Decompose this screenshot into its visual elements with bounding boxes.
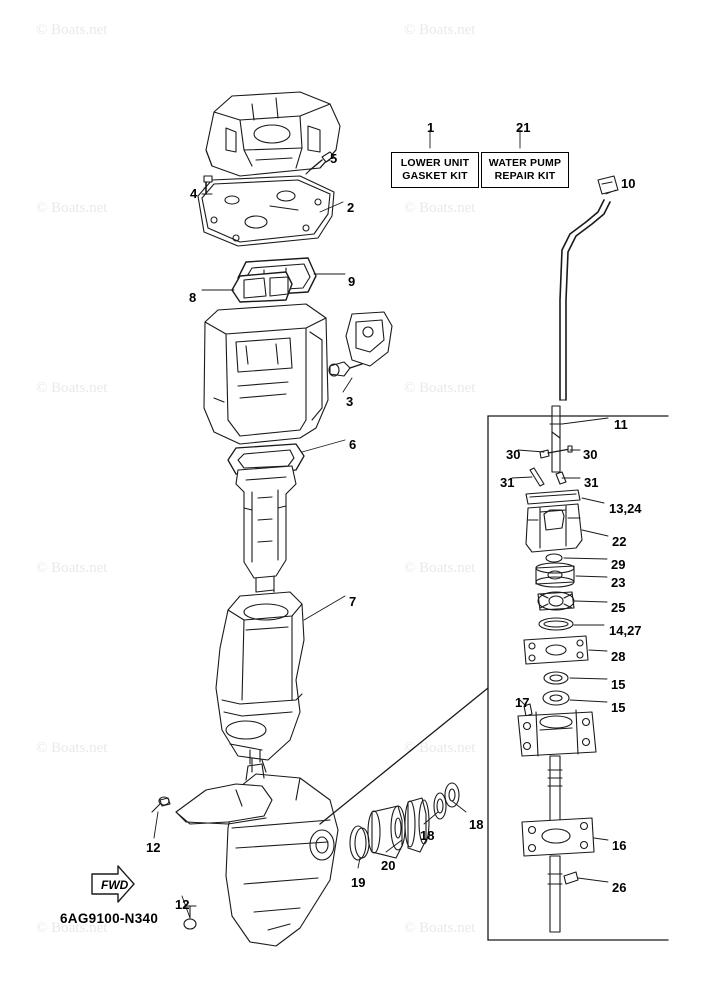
- callout-number[interactable]: 18: [469, 817, 484, 832]
- gearcase-part: [176, 750, 338, 946]
- callout-number[interactable]: 30: [506, 447, 521, 462]
- callout-number[interactable]: 20: [381, 858, 396, 873]
- callout-number[interactable]: 3: [346, 394, 354, 409]
- kit-line-2: REPAIR KIT: [494, 170, 556, 182]
- watermark-text: © Boats.net: [36, 380, 108, 396]
- watermark-text: © Boats.net: [36, 920, 108, 936]
- fwd-label: FWD: [101, 878, 129, 892]
- callout-number[interactable]: 25: [611, 600, 626, 615]
- callout-number[interactable]: 2: [347, 200, 355, 215]
- kit-line-1: LOWER UNIT: [400, 157, 470, 169]
- watermark-text: © Boats.net: [36, 200, 108, 216]
- bolt-12-upper: [152, 797, 170, 812]
- kit-box-lower-unit-gasket[interactable]: [391, 152, 479, 188]
- gasket-plate-part: [198, 176, 334, 246]
- callout-number[interactable]: 12: [175, 897, 190, 912]
- callout-number[interactable]: 7: [349, 594, 357, 609]
- callout-number[interactable]: 21: [516, 120, 531, 135]
- callout-number[interactable]: 23: [611, 575, 626, 590]
- water-tube-part: [560, 176, 618, 400]
- driveshaft-housing-part: [236, 466, 296, 592]
- callout-number[interactable]: 6: [349, 437, 357, 452]
- callout-number[interactable]: 26: [612, 880, 627, 895]
- callout-number[interactable]: 16: [612, 838, 627, 853]
- kit-line-2: GASKET KIT: [402, 170, 468, 182]
- kit-line-1: WATER PUMP: [488, 157, 562, 169]
- upper-casing-body: [204, 304, 328, 444]
- watermark-text: © Boats.net: [404, 740, 476, 756]
- upper-casing-part: [206, 92, 340, 176]
- callout-number[interactable]: 12: [146, 840, 161, 855]
- watermark-text: © Boats.net: [36, 740, 108, 756]
- callout-number[interactable]: 19: [351, 875, 366, 890]
- callout-number[interactable]: 14,27: [609, 623, 642, 638]
- kit-box-water-pump-repair[interactable]: [481, 152, 569, 188]
- callout-number[interactable]: 22: [612, 534, 627, 549]
- grommet-8-part: [232, 272, 292, 302]
- propshaft-seal-parts: [350, 783, 459, 860]
- callout-number[interactable]: 18: [420, 828, 435, 843]
- callout-number[interactable]: 4: [190, 186, 198, 201]
- diagram-part-number: 6AG9100-N340: [60, 911, 159, 926]
- watermark-text: © Boats.net: [36, 560, 108, 576]
- callout-number[interactable]: 31: [500, 475, 515, 490]
- callout-number[interactable]: 11: [614, 417, 628, 432]
- watermark-text: © Boats.net: [404, 920, 476, 936]
- callout-number[interactable]: 30: [583, 447, 598, 462]
- callout-number[interactable]: 13,24: [609, 501, 642, 516]
- callout-number[interactable]: 31: [584, 475, 599, 490]
- callout-number[interactable]: 5: [330, 151, 338, 166]
- watermark-text: © Boats.net: [404, 200, 476, 216]
- watermark-text: © Boats.net: [36, 22, 108, 38]
- callout-number[interactable]: 10: [621, 176, 636, 191]
- watermark-text: © Boats.net: [404, 22, 476, 38]
- mid-housing-part: [216, 592, 304, 772]
- callout-number[interactable]: 28: [611, 649, 626, 664]
- screw-3-part: [329, 362, 362, 376]
- callout-number[interactable]: 15: [611, 677, 626, 692]
- watermark-text: © Boats.net: [404, 560, 476, 576]
- callout-number[interactable]: 15: [611, 700, 626, 715]
- callout-number[interactable]: 29: [611, 557, 626, 572]
- callout-number[interactable]: 9: [348, 274, 356, 289]
- callout-number[interactable]: 1: [427, 120, 435, 135]
- callout-number[interactable]: 8: [189, 290, 197, 305]
- anode-bracket-part: [346, 312, 392, 366]
- watermark-text: © Boats.net: [404, 380, 476, 396]
- callout-number[interactable]: 17: [515, 695, 530, 710]
